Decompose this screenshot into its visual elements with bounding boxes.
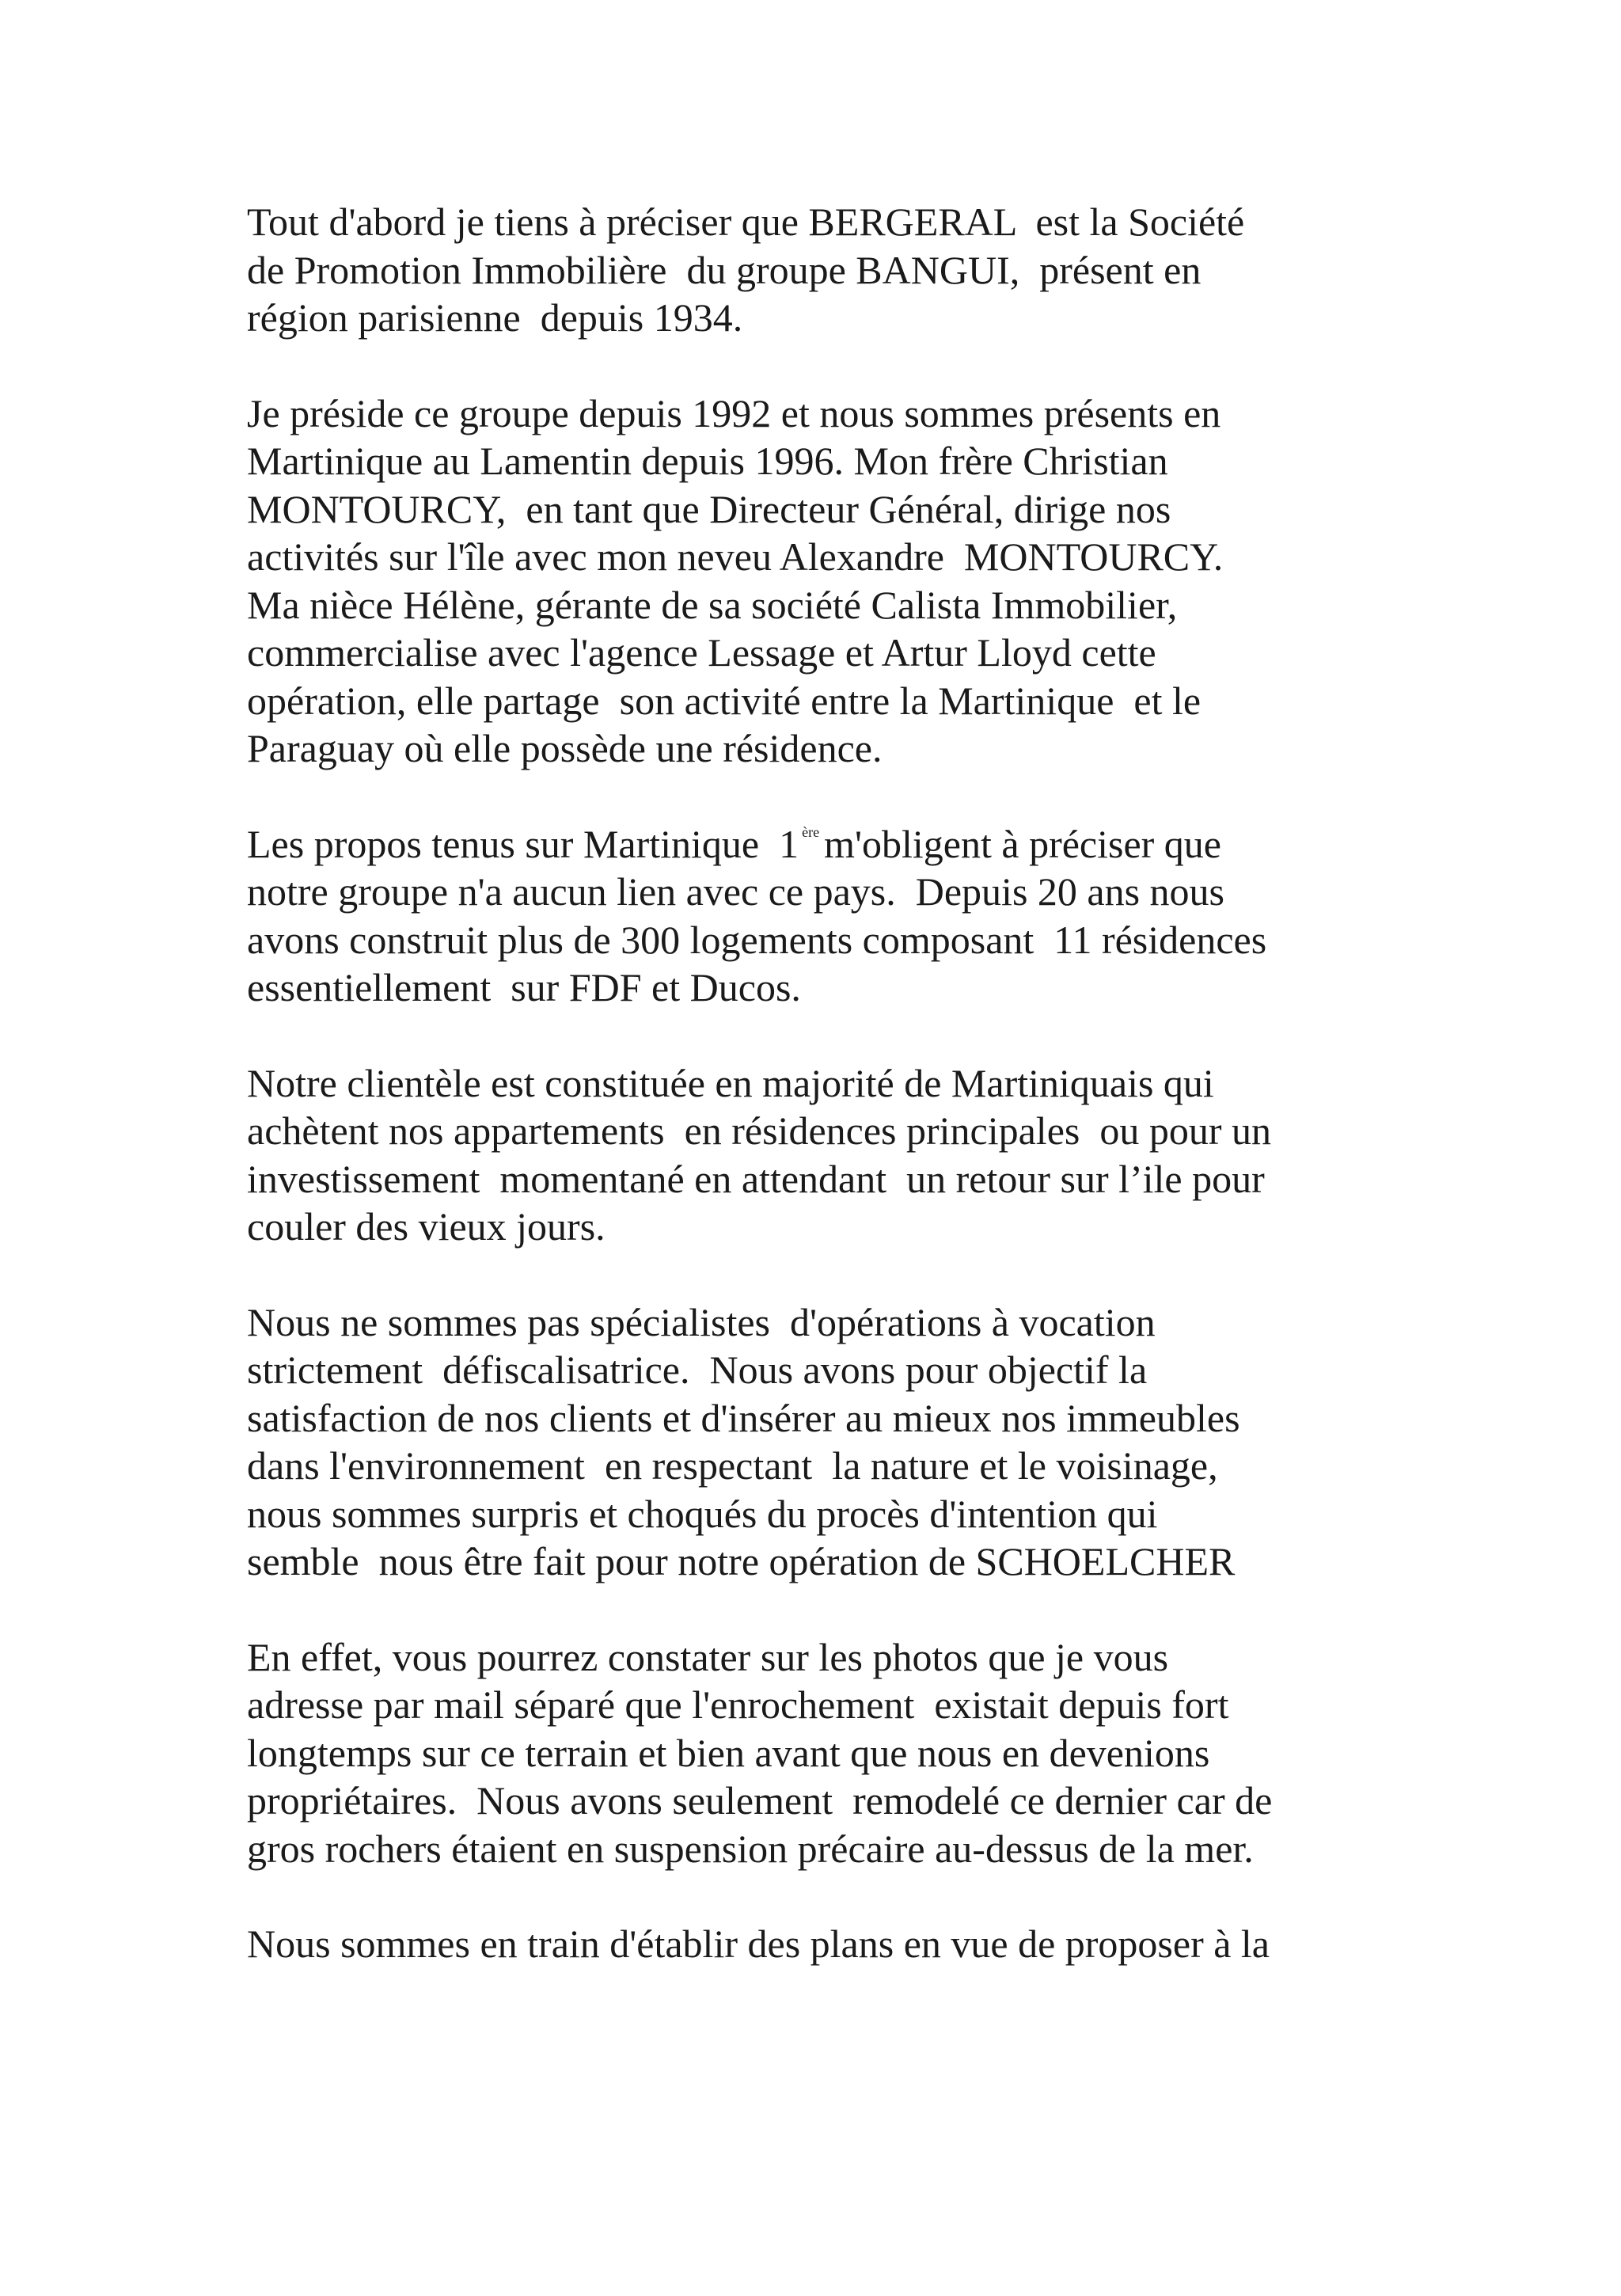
text-fragment: Les propos tenus sur Martinique 1: [247, 821, 799, 866]
text-line: strictement défiscalisatrice. Nous avons pour objectif la: [247, 1348, 1148, 1392]
text-line: couler des vieux jours.: [247, 1204, 606, 1249]
text-line: notre groupe n'a aucun lien avec ce pays. Depuis 20 ans nous: [247, 869, 1225, 914]
paragraph-3: [247, 820, 1403, 1012]
text-line: nous sommes surpris et choqués du procès d'intention qui: [247, 1491, 1158, 1536]
text-line: satisfaction de nos clients et d'insérer au mieux nos immeubles: [247, 1395, 1240, 1440]
text-line: Nous ne sommes pas spécialistes d'opérations à vocation: [247, 1299, 1156, 1344]
text-line: Martinique au Lamentin depuis 1996. Mon frère Christian: [247, 439, 1168, 483]
text-line: de Promotion Immobilière du groupe BANGUI, présent en: [247, 247, 1202, 292]
text-line: achètent nos appartements en résidences principales ou pour un: [247, 1108, 1271, 1153]
paragraph-5: [247, 1298, 1403, 1586]
text-line: Tout d'abord je tiens à préciser que BERGERAL est la Société: [247, 200, 1245, 244]
paragraph-2: [247, 390, 1403, 773]
text-line-with-superscript: [247, 820, 1403, 869]
letter-body: [247, 198, 1403, 2016]
text-line: opération, elle partage son activité entre la Martinique et le: [247, 678, 1202, 723]
text-line: région parisienne depuis 1934.: [247, 295, 743, 340]
text-line: activités sur l'île avec mon neveu Alexandre MONTOURCY.: [247, 534, 1224, 579]
superscript-ere: ère: [802, 823, 820, 840]
paragraph-6: [247, 1633, 1403, 1873]
text-line: avons construit plus de 300 logements composant 11 résidences: [247, 917, 1267, 962]
text-line: MONTOURCY, en tant que Directeur Général, dirige nos: [247, 486, 1171, 531]
text-line: Je préside ce groupe depuis 1992 et nous sommes présents en: [247, 390, 1221, 435]
text-line: dans l'environnement en respectant la nature et le voisinage,: [247, 1443, 1218, 1488]
text-line: semble nous être fait pour notre opération de SCHOELCHER: [247, 1539, 1236, 1583]
text-line: Ma nièce Hélène, gérante de sa société Calista Immobilier,: [247, 582, 1178, 627]
text-line: longtemps sur ce terrain et bien avant que nous en devenions: [247, 1730, 1210, 1775]
paragraph-7: [247, 1920, 1403, 1968]
text-line: investissement momentané en attendant un retour sur l’ile pour: [247, 1156, 1265, 1201]
text-line: Paraguay où elle possède une résidence.: [247, 726, 883, 770]
text-line: propriétaires. Nous avons seulement remodelé ce dernier car de: [247, 1778, 1273, 1823]
text-line: En effet, vous pourrez constater sur les photos que je vous: [247, 1634, 1169, 1679]
paragraph-4: [247, 1059, 1403, 1251]
text-line: commercialise avec l'agence Lessage et Artur Lloyd cette: [247, 630, 1156, 675]
text-line: gros rochers étaient en suspension précaire au-dessus de la mer.: [247, 1826, 1254, 1871]
text-line: essentiellement sur FDF et Ducos.: [247, 965, 801, 1009]
text-line: Nous sommes en train d'établir des plans en vue de proposer à la: [247, 1922, 1270, 1966]
text-fragment: m'obligent à préciser que: [824, 821, 1221, 866]
paragraph-1: [247, 198, 1403, 342]
text-line: adresse par mail séparé que l'enrochement existait depuis fort: [247, 1682, 1229, 1727]
text-line: Notre clientèle est constituée en majorité de Martiniquais qui: [247, 1060, 1214, 1105]
